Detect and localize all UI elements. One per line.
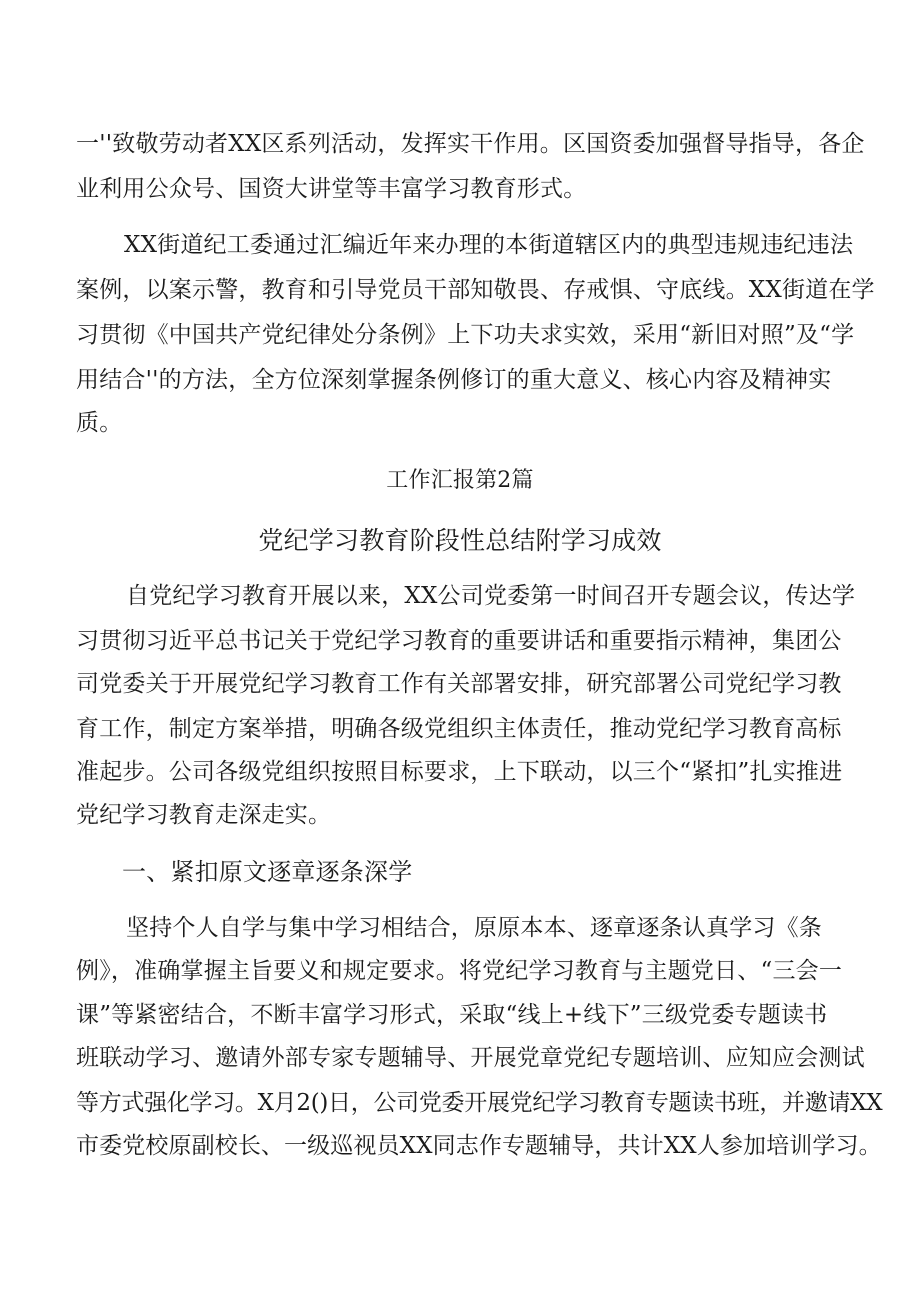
- section-one-line-3: 课”等紧密结合，不断丰富学习形式，采取“线上+线下”三级党委专题读书: [76, 1002, 828, 1028]
- section-one-line-6: 市委党校原副校长、一级巡视员XX同志作专题辅导，共计XX人参加培训学习。: [76, 1133, 882, 1159]
- street-line-3: 习贯彻《中国共产党纪律处分条例》上下功夫求实效，采用“新旧对照”及“学: [76, 322, 855, 348]
- street-line-4: 用结合''的方法，全方位深刻掌握条例修订的重大意义、核心内容及精神实: [76, 367, 832, 393]
- section-one-line-4: 班联动学习、邀请外部专家专题辅导、开展党章党纪专题培训、应知应会测试: [76, 1045, 865, 1071]
- section-one-line-5: 等方式强化学习。X月2()日，公司党委开展党纪学习教育专题读书班，并邀请XX: [76, 1090, 883, 1116]
- opening-line-3: 司党委关于开展党纪学习教育工作有关部署安排，研究部署公司党纪学习教: [76, 671, 842, 697]
- intro-line-2: 业利用公众号、国资大讲堂等丰富学习教育形式。: [76, 176, 587, 202]
- intro-line-1: 一''致敬劳动者XX区系列活动，发挥实干作用。区国资委加强督导指导，各企: [76, 131, 865, 157]
- opening-line-4: 育工作，制定方案举措，明确各级党组织主体责任，推动党纪学习教育高标: [76, 716, 842, 742]
- street-line-1: XX街道纪工委通过汇编近年来办理的本街道辖区内的典型违规违纪违法: [124, 232, 854, 258]
- document-subtitle: 工作汇报第2篇: [386, 468, 534, 493]
- opening-line-5: 准起步。公司各级党组织按照目标要求，上下联动，以三个“紧扣”扎实推进: [76, 759, 843, 785]
- street-line-5: 质。: [76, 410, 123, 436]
- section-one-line-1: 坚持个人自学与集中学习相结合，原原本本、逐章逐条认真学习《条: [126, 915, 822, 941]
- section-one-line-2: 例》，准确掌握主旨要义和规定要求。将党纪学习教育与主题党日、“三会一: [76, 958, 843, 984]
- opening-line-1: 自党纪学习教育开展以来，XX公司党委第一时间召开专题会议，传达学: [126, 583, 856, 609]
- opening-line-2: 习贯彻习近平总书记关于党纪学习教育的重要讲话和重要指示精神，集团公: [76, 628, 842, 654]
- opening-line-6: 党纪学习教育走深走实。: [76, 802, 332, 828]
- section-one-title: 一、紧扣原文逐章逐条深学: [122, 858, 413, 886]
- street-line-2: 案例，以案示警，教育和引导党员干部知敬畏、存戒惧、守底线。XX街道在学: [76, 277, 875, 303]
- document-title: 党纪学习教育阶段性总结附学习成效: [258, 526, 662, 555]
